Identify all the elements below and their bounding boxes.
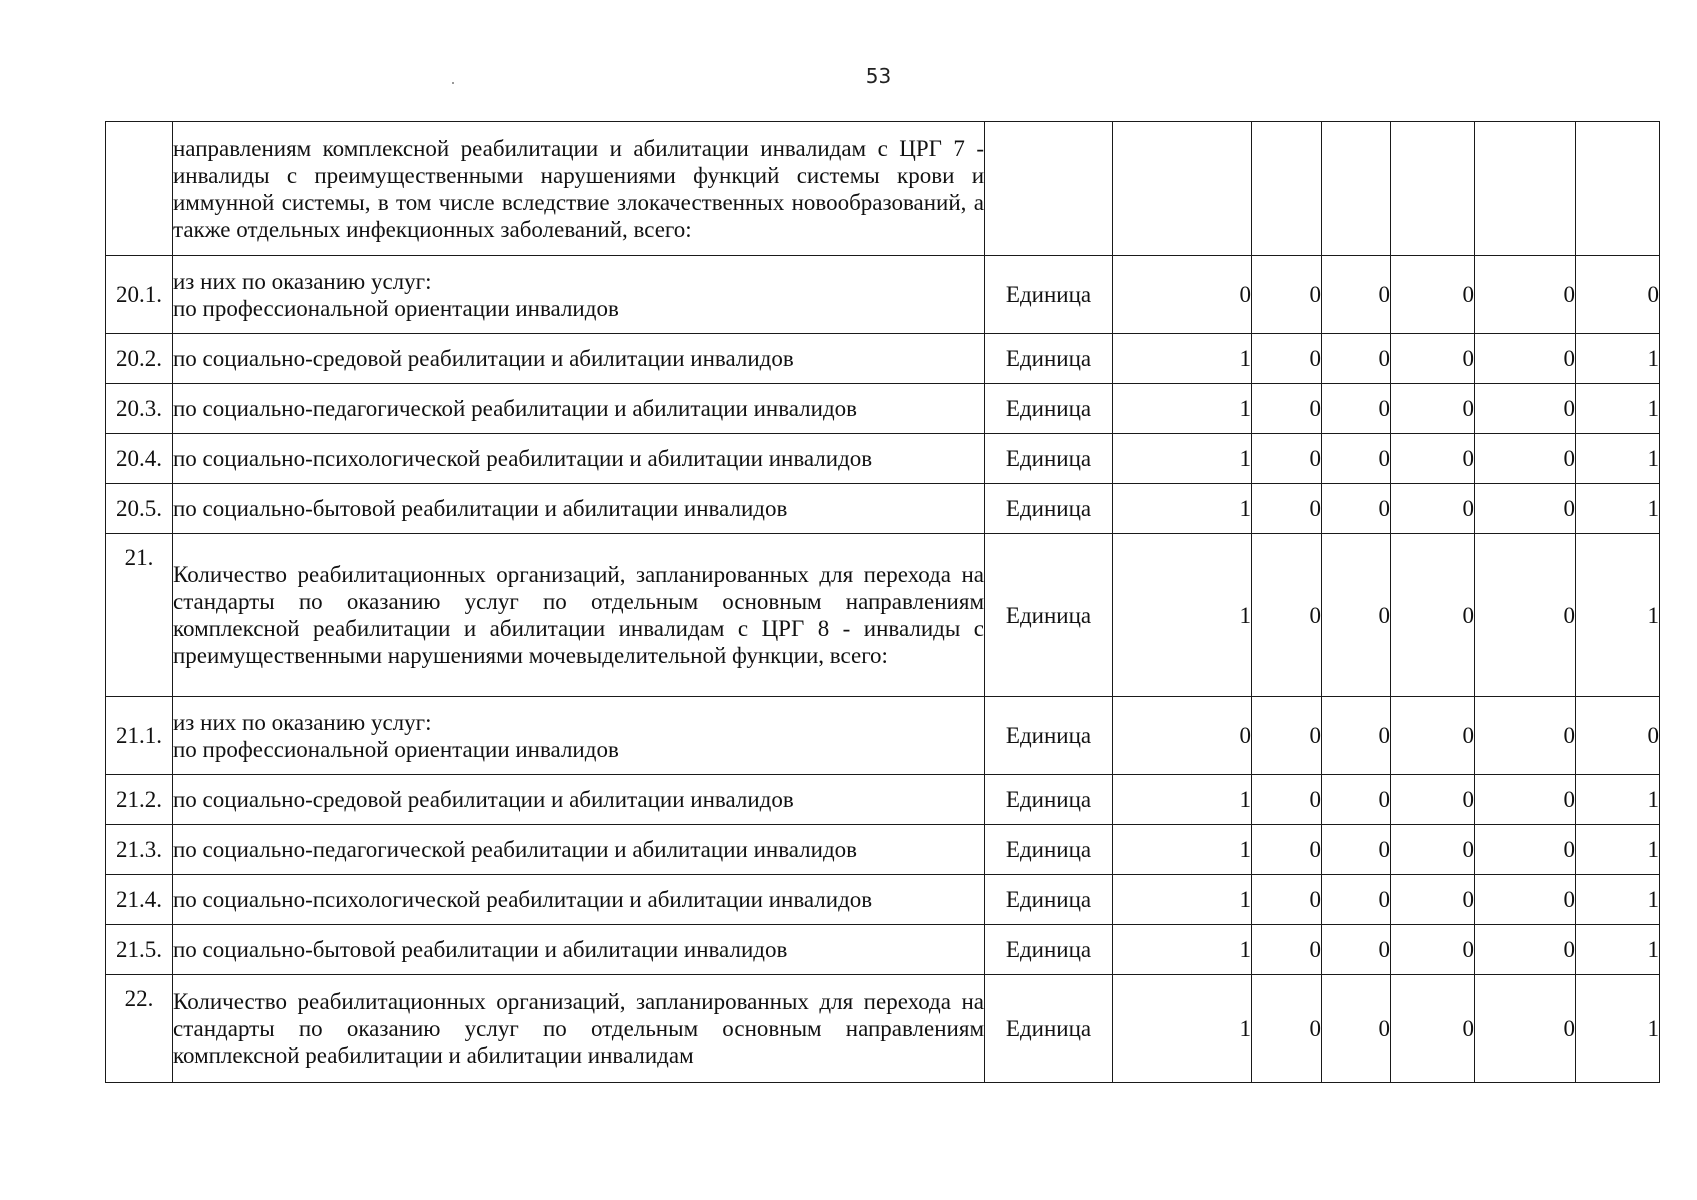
value-cell-6: 1 [1576, 975, 1660, 1083]
value-cell-6: 0 [1576, 697, 1660, 775]
value-cell-2: 0 [1252, 925, 1322, 975]
row-number: 20.2. [106, 334, 173, 384]
value-cell-4: 0 [1391, 256, 1475, 334]
value-cell-1: 1 [1113, 534, 1252, 697]
row-number: 21.3. [106, 825, 173, 875]
value-cell-3: 0 [1322, 534, 1391, 697]
table-row [106, 256, 1660, 334]
row-number: 21.1. [106, 697, 173, 775]
value-cell-3: 0 [1322, 775, 1391, 825]
row-description: по социально-педагогической реабилитации и абилитации инвалидов [173, 825, 985, 875]
value-cell-4: 0 [1391, 484, 1475, 534]
table-row [106, 825, 1660, 875]
value-cell-4: 0 [1391, 975, 1475, 1083]
row-unit: Единица [985, 825, 1113, 875]
value-cell-2: 0 [1252, 975, 1322, 1083]
value-cell-6: 0 [1576, 256, 1660, 334]
value-cell-1: 1 [1113, 825, 1252, 875]
value-cell-3: 0 [1322, 434, 1391, 484]
row-number: 21.5. [106, 925, 173, 975]
value-cell-5: 0 [1475, 434, 1576, 484]
scan-speck [452, 82, 454, 84]
row-description: по социально-средовой реабилитации и абилитации инвалидов [173, 775, 985, 825]
value-cell-6: 1 [1576, 434, 1660, 484]
value-cell-2: 0 [1252, 534, 1322, 697]
value-cell-4: 0 [1391, 384, 1475, 434]
value-cell-4: 0 [1391, 925, 1475, 975]
row-number: 20.1. [106, 256, 173, 334]
row-unit: Единица [985, 534, 1113, 697]
row-unit: Единица [985, 925, 1113, 975]
table-row [106, 875, 1660, 925]
row-description: Количество реабилитационных организаций, запланированных для перехода на стандарты по оказанию услуг по отдельным основным направлениям комплексной реабилитации и абилитации инвалидам с ЦРГ 8 - инвалиды с преимущественными нарушениями мочевыделительной функции, всего: [173, 534, 985, 697]
value-cell-3: 0 [1322, 925, 1391, 975]
value-cell-6: 1 [1576, 484, 1660, 534]
value-cell-6: 1 [1576, 875, 1660, 925]
row-description: по социально-бытовой реабилитации и абилитации инвалидов [173, 925, 985, 975]
row-description: по социально-психологической реабилитации и абилитации инвалидов [173, 875, 985, 925]
value-cell-2: 0 [1252, 256, 1322, 334]
table-row [106, 334, 1660, 384]
row-unit: Единица [985, 875, 1113, 925]
table-row [106, 484, 1660, 534]
value-cell-4: 0 [1391, 825, 1475, 875]
row-unit: Единица [985, 975, 1113, 1083]
row-description: по социально-средовой реабилитации и абилитации инвалидов [173, 334, 985, 384]
value-cell-1: 1 [1113, 925, 1252, 975]
value-cell-4: 0 [1391, 434, 1475, 484]
page-number: 53 [865, 64, 892, 88]
value-cell-5: 0 [1475, 534, 1576, 697]
value-cell-1: 1 [1113, 775, 1252, 825]
row-description: по социально-психологической реабилитации и абилитации инвалидов [173, 434, 985, 484]
value-cell-5 [1475, 122, 1576, 256]
value-cell-1 [1113, 122, 1252, 256]
row-number: 21. [106, 534, 173, 697]
value-cell-3: 0 [1322, 975, 1391, 1083]
table-row [106, 775, 1660, 825]
value-cell-1: 1 [1113, 434, 1252, 484]
value-cell-1: 1 [1113, 334, 1252, 384]
value-cell-6 [1576, 122, 1660, 256]
value-cell-5: 0 [1475, 484, 1576, 534]
row-unit [985, 122, 1113, 256]
value-cell-6: 1 [1576, 825, 1660, 875]
value-cell-4: 0 [1391, 334, 1475, 384]
value-cell-2: 0 [1252, 434, 1322, 484]
row-unit: Единица [985, 384, 1113, 434]
value-cell-5: 0 [1475, 825, 1576, 875]
value-cell-5: 0 [1475, 975, 1576, 1083]
row-unit: Единица [985, 334, 1113, 384]
row-number: 21.2. [106, 775, 173, 825]
value-cell-6: 1 [1576, 534, 1660, 697]
value-cell-3: 0 [1322, 697, 1391, 775]
value-cell-3: 0 [1322, 484, 1391, 534]
value-cell-6: 1 [1576, 384, 1660, 434]
value-cell-2: 0 [1252, 384, 1322, 434]
value-cell-4 [1391, 122, 1475, 256]
value-cell-2: 0 [1252, 775, 1322, 825]
value-cell-3: 0 [1322, 384, 1391, 434]
value-cell-2: 0 [1252, 875, 1322, 925]
row-unit: Единица [985, 434, 1113, 484]
value-cell-5: 0 [1475, 875, 1576, 925]
row-number: 20.3. [106, 384, 173, 434]
row-number: 22. [106, 975, 173, 1083]
value-cell-1: 0 [1113, 256, 1252, 334]
value-cell-3 [1322, 122, 1391, 256]
row-unit: Единица [985, 697, 1113, 775]
value-cell-5: 0 [1475, 775, 1576, 825]
table-row [106, 434, 1660, 484]
row-unit: Единица [985, 256, 1113, 334]
value-cell-1: 1 [1113, 975, 1252, 1083]
row-unit: Единица [985, 484, 1113, 534]
value-cell-4: 0 [1391, 697, 1475, 775]
value-cell-6: 1 [1576, 925, 1660, 975]
value-cell-2 [1252, 122, 1322, 256]
value-cell-6: 1 [1576, 334, 1660, 384]
value-cell-3: 0 [1322, 256, 1391, 334]
value-cell-1: 0 [1113, 697, 1252, 775]
value-cell-3: 0 [1322, 875, 1391, 925]
row-unit: Единица [985, 775, 1113, 825]
value-cell-4: 0 [1391, 875, 1475, 925]
value-cell-2: 0 [1252, 334, 1322, 384]
value-cell-1: 1 [1113, 875, 1252, 925]
table-row [106, 534, 1660, 697]
row-description: направлениям комплексной реабилитации и абилитации инвалидам с ЦРГ 7 - инвалиды с преимущественными нарушениями функций системы крови и иммунной системы, в том числе вследствие злокачественных новообразований, а также отдельных инфекционных заболеваний, всего: [173, 122, 985, 256]
value-cell-6: 1 [1576, 775, 1660, 825]
value-cell-3: 0 [1322, 334, 1391, 384]
value-cell-5: 0 [1475, 697, 1576, 775]
table-row [106, 697, 1660, 775]
value-cell-5: 0 [1475, 925, 1576, 975]
value-cell-2: 0 [1252, 697, 1322, 775]
row-description: по социально-бытовой реабилитации и абилитации инвалидов [173, 484, 985, 534]
table-row [106, 925, 1660, 975]
row-number: 20.4. [106, 434, 173, 484]
row-description: из них по оказанию услуг: по профессиональной ориентации инвалидов [173, 256, 985, 334]
value-cell-1: 1 [1113, 484, 1252, 534]
value-cell-5: 0 [1475, 334, 1576, 384]
value-cell-3: 0 [1322, 825, 1391, 875]
table-row [106, 975, 1660, 1083]
indicators-table [105, 121, 1660, 1083]
row-number [106, 122, 173, 256]
value-cell-5: 0 [1475, 256, 1576, 334]
row-description: по социально-педагогической реабилитации и абилитации инвалидов [173, 384, 985, 434]
value-cell-1: 1 [1113, 384, 1252, 434]
value-cell-4: 0 [1391, 775, 1475, 825]
row-number: 21.4. [106, 875, 173, 925]
value-cell-2: 0 [1252, 484, 1322, 534]
row-number: 20.5. [106, 484, 173, 534]
value-cell-4: 0 [1391, 534, 1475, 697]
value-cell-5: 0 [1475, 384, 1576, 434]
row-description: из них по оказанию услуг: по профессиональной ориентации инвалидов [173, 697, 985, 775]
table-row [106, 384, 1660, 434]
value-cell-2: 0 [1252, 825, 1322, 875]
table-row [106, 122, 1660, 256]
row-description: Количество реабилитационных организаций, запланированных для перехода на стандарты по оказанию услуг по отдельным основным направлениям комплексной реабилитации и абилитации инвалидам [173, 975, 985, 1083]
